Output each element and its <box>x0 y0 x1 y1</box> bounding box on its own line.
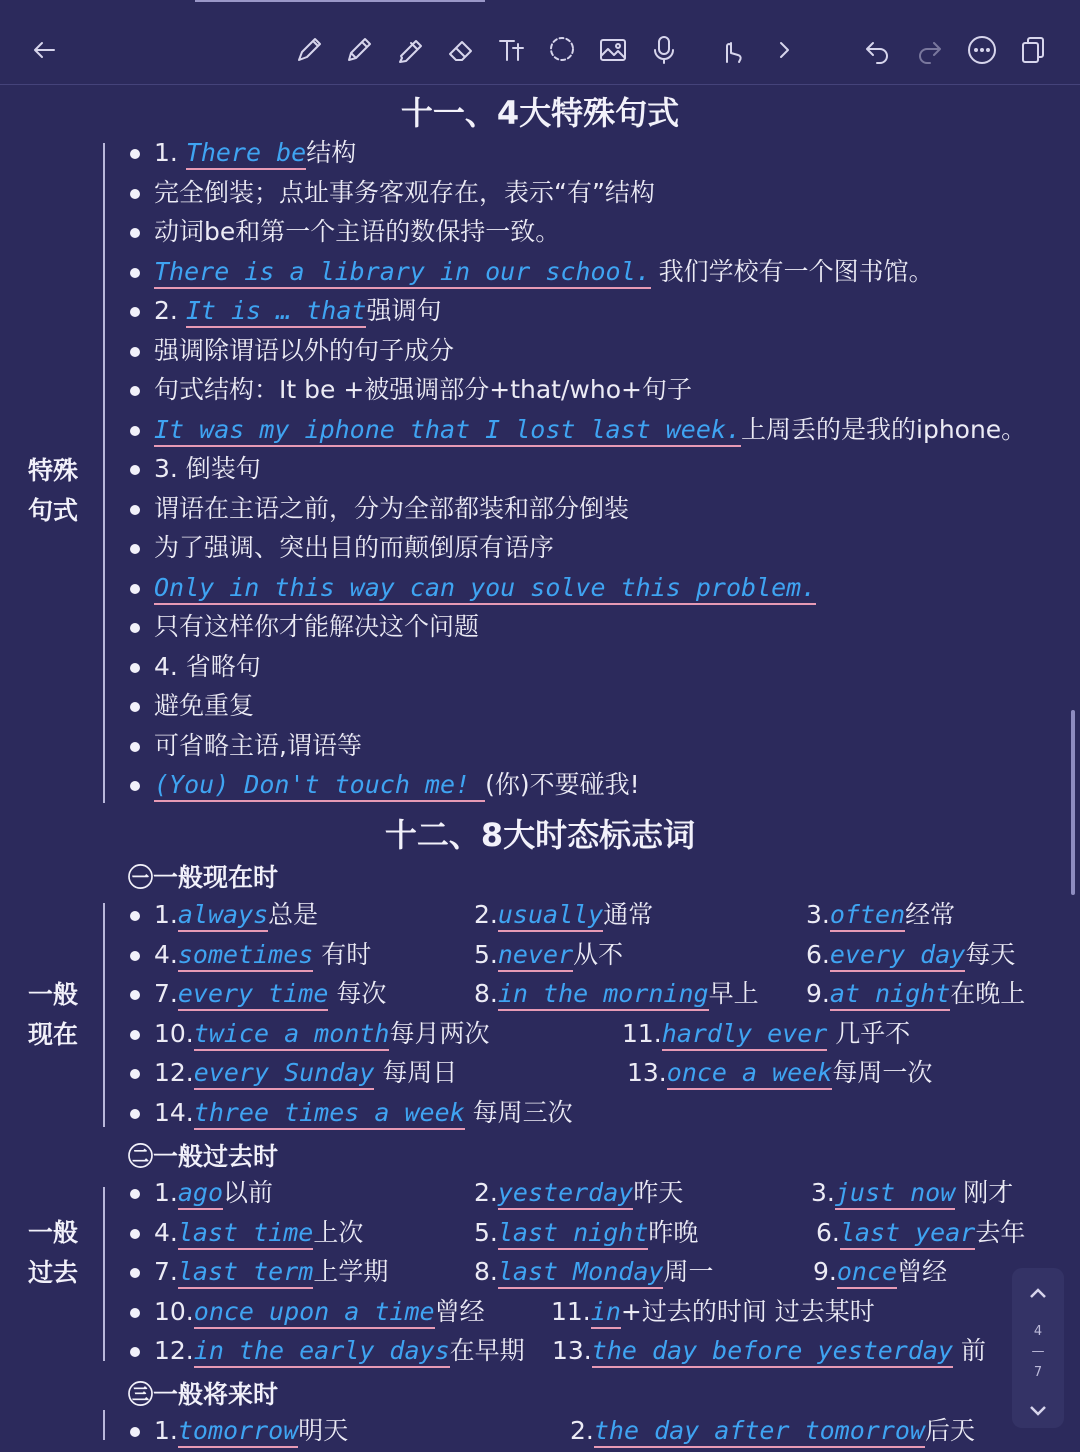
item-number: 4. <box>154 1217 178 1247</box>
chinese-text: 前 <box>953 1336 986 1365</box>
bullet-dot <box>130 584 140 594</box>
bullet-text <box>154 292 441 330</box>
bullet-dot <box>130 1268 140 1278</box>
item-number: 1. <box>154 138 186 167</box>
item-number: 6. <box>816 1217 840 1247</box>
bullet-dot <box>130 1229 140 1239</box>
bullet-dot <box>130 426 140 436</box>
english-phrase: last Monday <box>498 1257 664 1289</box>
section-11-title: 十一、4大特殊句式 <box>400 94 680 132</box>
tense-word <box>154 1412 348 1450</box>
chinese-text: 每次 <box>328 979 387 1008</box>
bullet-dot <box>130 990 140 1000</box>
item-number: 7. <box>154 979 178 1008</box>
english-phrase: once <box>837 1257 897 1289</box>
tense-word <box>154 1293 485 1331</box>
bullet-text <box>154 569 816 607</box>
top-partial-line <box>195 0 485 2</box>
tense-word <box>154 1054 457 1092</box>
item-number: 1. <box>154 900 178 929</box>
chinese-text: 从不 <box>573 939 624 969</box>
bullet-text <box>154 174 655 212</box>
item-number: 9. <box>813 1257 837 1286</box>
tense-word <box>474 936 623 974</box>
bullet-text <box>154 411 1026 449</box>
chinese-text: 3. 倒装句 <box>154 454 261 483</box>
tense-word <box>622 1015 910 1053</box>
toolbar <box>0 0 1080 85</box>
english-phrase: It is … that <box>186 296 367 328</box>
english-phrase: at night <box>830 979 950 1011</box>
bullet-dot <box>130 268 140 278</box>
chinese-text: 每月两次 <box>389 1018 490 1048</box>
english-phrase: the day after tomorrow <box>594 1416 925 1448</box>
english-phrase: once a week <box>667 1058 833 1090</box>
item-number: 8. <box>474 1257 498 1286</box>
bullet-dot <box>130 1030 140 1040</box>
pages-icon[interactable] <box>1013 30 1053 70</box>
item-number: 14. <box>154 1097 194 1127</box>
lasso-icon[interactable] <box>542 30 582 70</box>
bullet-dot <box>130 386 140 396</box>
tense-word <box>552 1332 986 1370</box>
tense-word <box>474 1253 713 1291</box>
chinese-text: 结构 <box>306 138 357 167</box>
tense-word <box>806 936 1015 974</box>
english-phrase: last night <box>498 1218 649 1250</box>
tense-word <box>806 896 955 934</box>
english-phrase: There is a library in our school. <box>154 257 651 289</box>
page-navigator <box>1012 1268 1064 1428</box>
bullet-dot <box>130 951 140 961</box>
chinese-text: 通常 <box>603 900 654 929</box>
bullet-dot <box>130 911 140 921</box>
bullet-text <box>154 134 356 172</box>
english-phrase: just now <box>835 1178 955 1210</box>
present-bracket <box>103 903 105 1127</box>
tense-word <box>154 975 386 1013</box>
chinese-text: 早上 <box>708 979 759 1008</box>
chinese-text: 在晚上 <box>950 979 1026 1008</box>
chinese-text: 总是 <box>268 900 319 929</box>
bullet-text <box>154 450 261 488</box>
english-phrase: There be <box>186 138 306 170</box>
tense-word <box>154 1253 388 1291</box>
bullet-dot <box>130 149 140 159</box>
tense-word <box>474 896 653 934</box>
bullet-text <box>154 687 254 725</box>
english-phrase: often <box>830 900 905 932</box>
item-number: 2. <box>474 900 498 929</box>
item-number: 11. <box>622 1018 662 1048</box>
item-number: 3. <box>806 900 830 929</box>
bullet-dot <box>130 544 140 554</box>
chinese-text: 可省略主语,谓语等 <box>154 730 362 760</box>
chinese-text: 有时 <box>313 939 372 969</box>
image-icon[interactable] <box>593 30 633 70</box>
bullet-text <box>154 490 629 528</box>
tense-word <box>806 975 1025 1013</box>
redo-icon[interactable] <box>910 30 950 70</box>
chinese-text: 后天 <box>925 1416 976 1445</box>
bullet-dot <box>130 781 140 791</box>
english-phrase: every Sunday <box>194 1058 375 1090</box>
chinese-text: 几乎不 <box>827 1018 911 1048</box>
english-phrase: sometimes <box>178 940 313 972</box>
bullet-text <box>154 213 560 251</box>
bullet-text <box>154 608 479 646</box>
bullet-dot <box>130 1069 140 1079</box>
english-phrase: never <box>498 940 573 972</box>
highlighter-icon[interactable] <box>390 30 430 70</box>
text-tool-icon[interactable] <box>492 30 532 70</box>
bullet-text <box>154 727 362 765</box>
item-number: 9. <box>806 979 830 1008</box>
english-phrase: usually <box>498 900 603 932</box>
future-bracket <box>103 1410 105 1440</box>
english-phrase: (You) Don't touch me! <box>154 770 485 802</box>
item-number: 1. <box>154 1416 178 1445</box>
chinese-text: 以前 <box>223 1178 274 1207</box>
chinese-text: +过去的时间 过去某时 <box>620 1296 875 1326</box>
tense-word <box>551 1293 875 1331</box>
item-number: 5. <box>474 1217 498 1247</box>
chinese-text: 动词be和第一个主语的数保持一致。 <box>154 217 561 246</box>
english-phrase: It was my iphone that I lost last week. <box>154 415 741 447</box>
english-phrase: last time <box>178 1218 313 1250</box>
page-down-icon[interactable] <box>1026 1398 1050 1422</box>
english-phrase: ago <box>178 1178 223 1210</box>
item-number: 8. <box>474 979 498 1008</box>
item-number: 2. <box>474 1178 498 1207</box>
bullet-dot <box>130 742 140 752</box>
bullet-dot <box>130 228 140 238</box>
chinese-text: 4. 省略句 <box>154 651 261 681</box>
tense-word <box>570 1412 975 1450</box>
bullet-dot <box>130 189 140 199</box>
english-phrase: Only in this way can you solve this problem. <box>154 573 816 605</box>
bullet-dot <box>130 1109 140 1119</box>
bullet-text <box>154 766 640 804</box>
tense-word <box>627 1054 932 1092</box>
bullet-dot <box>130 307 140 317</box>
chinese-text: 每天 <box>965 939 1016 969</box>
item-number: 5. <box>474 939 498 969</box>
bullet-dot <box>130 702 140 712</box>
english-phrase: tomorrow <box>178 1416 298 1448</box>
page-separator: — <box>1031 1344 1045 1359</box>
tense-word <box>816 1214 1025 1252</box>
scrollbar[interactable] <box>1071 710 1075 895</box>
chinese-text: 明天 <box>298 1416 349 1445</box>
item-number: 10. <box>154 1018 194 1048</box>
section-12-title: 十二、8大时态标志词 <box>384 816 696 854</box>
chinese-text: 完全倒装；点址事务客观存在，表示“有”结构 <box>154 177 655 207</box>
undo-icon[interactable] <box>857 30 897 70</box>
item-number: 12. <box>154 1058 194 1087</box>
bullet-dot <box>130 663 140 673</box>
english-phrase: last year <box>840 1218 975 1250</box>
touch-draw-icon[interactable] <box>711 30 751 70</box>
current-page: 4 <box>1033 1324 1043 1339</box>
chinese-text: 只有这样你才能解决这个问题 <box>154 612 480 641</box>
page-up-icon[interactable] <box>1026 1282 1050 1306</box>
bullet-dot <box>130 1427 140 1437</box>
bullet-dot <box>130 1308 140 1318</box>
chinese-text: 强调句 <box>366 296 442 325</box>
microphone-icon[interactable] <box>644 30 684 70</box>
chinese-text: 上次 <box>313 1217 364 1247</box>
english-phrase: three times a week <box>194 1098 465 1130</box>
present-category: 一般 现在 <box>28 980 79 1049</box>
english-phrase: the day before yesterday <box>592 1336 953 1368</box>
pen-icon[interactable] <box>289 30 329 70</box>
bullet-dot <box>130 347 140 357</box>
past-category: 一般 过去 <box>28 1218 79 1287</box>
chinese-text: 每周日 <box>374 1058 458 1087</box>
item-number: 1. <box>154 1178 178 1207</box>
bullet-dot <box>130 623 140 633</box>
future-heading: ㊂一般将来时 <box>128 1380 279 1409</box>
english-phrase: in <box>591 1297 621 1329</box>
chinese-text: 每周一次 <box>832 1058 933 1087</box>
tense-word <box>154 1015 489 1053</box>
chinese-text: 谓语在主语之前，分为全部都装和部分倒装 <box>154 493 630 523</box>
item-number: 12. <box>154 1336 194 1365</box>
bullet-text <box>154 371 692 409</box>
english-phrase: every time <box>178 979 329 1011</box>
tense-word <box>154 1174 273 1212</box>
section-11-category: 特殊 句式 <box>28 456 79 525</box>
bullet-dot <box>130 505 140 515</box>
back-arrow-icon[interactable] <box>24 30 64 70</box>
chinese-text: 周一 <box>663 1257 714 1286</box>
pencil-icon[interactable] <box>339 30 379 70</box>
bullet-dot <box>130 465 140 475</box>
english-phrase: twice a month <box>194 1019 390 1051</box>
chinese-text: 我们学校有一个图书馆。 <box>650 256 934 286</box>
bullet-text <box>154 529 554 567</box>
chinese-text: 昨天 <box>633 1178 684 1207</box>
tense-word <box>474 975 759 1013</box>
english-phrase: in the morning <box>498 979 709 1011</box>
chinese-text: 刚才 <box>955 1178 1014 1207</box>
chinese-text: 强调除谓语以外的句子成分 <box>154 335 455 365</box>
tense-word <box>474 1174 683 1212</box>
item-number: 3. <box>811 1178 835 1207</box>
english-phrase: every day <box>830 940 965 972</box>
item-number: 13. <box>627 1058 667 1087</box>
item-number: 10. <box>154 1296 194 1326</box>
english-phrase: last term <box>178 1257 313 1289</box>
tense-word <box>154 1094 573 1132</box>
chinese-text: 每周三次 <box>464 1097 573 1127</box>
item-number: 2. <box>570 1416 594 1445</box>
chinese-text: 曾经 <box>434 1296 485 1326</box>
tense-word <box>154 896 318 934</box>
tense-word <box>154 1214 363 1252</box>
item-number: 13. <box>552 1336 592 1365</box>
chinese-text: 上学期 <box>313 1257 389 1286</box>
item-number: 11. <box>551 1296 591 1326</box>
tense-word <box>813 1253 947 1291</box>
chinese-text: 去年 <box>975 1217 1026 1247</box>
bullet-text <box>154 648 261 686</box>
english-phrase: always <box>178 900 268 932</box>
english-phrase: yesterday <box>498 1178 633 1210</box>
bullet-text <box>154 332 454 370</box>
tense-word <box>811 1174 1013 1212</box>
chinese-text: 上周丢的是我的iphone。 <box>741 414 1027 444</box>
chinese-text: 昨晚 <box>648 1217 699 1247</box>
chinese-text: 避免重复 <box>154 691 255 720</box>
present-heading: ㊀一般现在时 <box>128 863 279 892</box>
bullet-dot <box>130 1347 140 1357</box>
item-number: 6. <box>806 939 830 969</box>
english-phrase: hardly ever <box>662 1019 828 1051</box>
past-heading: ㊁一般过去时 <box>128 1142 279 1171</box>
past-bracket <box>103 1187 105 1361</box>
item-number: 4. <box>154 939 178 969</box>
tense-word <box>154 1332 525 1370</box>
chinese-text: 经常 <box>905 900 956 929</box>
chevron-right-icon[interactable] <box>764 30 804 70</box>
tense-word <box>154 936 371 974</box>
chinese-text: (你)不要碰我! <box>485 770 640 799</box>
item-number: 7. <box>154 1257 178 1286</box>
more-icon[interactable] <box>962 30 1002 70</box>
chinese-text: 曾经 <box>897 1257 948 1286</box>
tense-word <box>474 1214 698 1252</box>
english-phrase: once upon a time <box>194 1297 435 1329</box>
bullet-text <box>154 253 934 291</box>
english-phrase: in the early days <box>194 1336 450 1368</box>
eraser-icon[interactable] <box>441 30 481 70</box>
section-11-bracket <box>103 143 105 803</box>
chinese-text: 在早期 <box>449 1336 525 1365</box>
item-number: 2. <box>154 296 186 325</box>
chinese-text: 句式结构：It be +被强调部分+that/who+句子 <box>154 375 692 404</box>
total-pages: 7 <box>1033 1365 1043 1380</box>
chinese-text: 为了强调、突出目的而颠倒原有语序 <box>154 533 555 562</box>
bullet-dot <box>130 1189 140 1199</box>
